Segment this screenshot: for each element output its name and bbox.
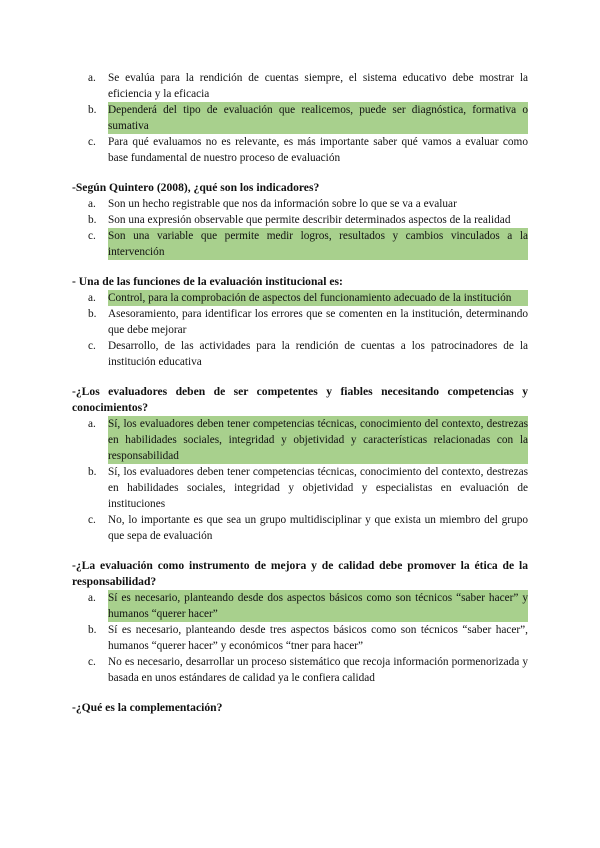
answer-option-correct (72, 416, 528, 464)
answer-option-correct (72, 590, 528, 622)
option-text: Desarrollo, de las actividades para la rendición de cuentas a los patrocinadores de la institución educativa (108, 340, 528, 368)
answer-list (72, 196, 528, 260)
option-letter: a. (88, 592, 96, 604)
question-block (72, 384, 528, 544)
question-block (72, 274, 528, 370)
option-text: No, lo importante es que sea un grupo multidisciplinar y que exista un miembro del grupo que sepa de evaluación (108, 514, 528, 542)
option-letter: c. (88, 136, 96, 148)
option-letter: a. (88, 292, 96, 304)
option-text: Se evalúa para la rendición de cuentas siempre, el sistema educativo debe mostrar la eficiencia y la eficacia (108, 72, 528, 100)
option-letter: b. (88, 104, 97, 116)
option-letter: a. (88, 72, 96, 84)
question-text: -Según Quintero (2008), ¿qué son los indicadores? (72, 181, 320, 194)
option-text: Son una variable que permite medir logros, resultados y cambios vinculados a la intervención (108, 230, 528, 258)
answer-list (72, 290, 528, 370)
answer-option (72, 338, 528, 370)
option-text: Sí es necesario, planteando desde dos aspectos básicos como son técnicos “saber hacer” y humanos “querer hacer” (108, 592, 528, 620)
question-block (72, 70, 528, 166)
question-block (72, 180, 528, 260)
option-text: Son una expresión observable que permite describir determinados aspectos de la realidad (108, 214, 511, 226)
answer-list (72, 70, 528, 166)
option-letter: b. (88, 214, 97, 226)
answer-option (72, 306, 528, 338)
answer-option (72, 212, 528, 228)
option-text: Sí es necesario, planteando desde tres aspectos básicos como son técnicos “saber hacer”, humanos “querer hacer” y económicos “tner para hacer” (108, 624, 528, 652)
option-text: Para qué evaluamos no es relevante, es más importante saber qué vamos a evaluar como base fundamental de nuestro proceso de evaluación (108, 136, 528, 164)
answer-option-correct (72, 228, 528, 260)
option-letter: c. (88, 514, 96, 526)
question-text: -¿Qué es la complementación? (72, 701, 223, 714)
answer-list (72, 416, 528, 544)
answer-option (72, 134, 528, 166)
question-block (72, 700, 528, 716)
answer-option (72, 654, 528, 686)
question-block (72, 558, 528, 686)
option-text: Asesoramiento, para identificar los errores que se comenten en la institución, determinando que debe mejorar (108, 308, 528, 336)
option-text: Sí, los evaluadores deben tener competencias técnicas, conocimiento del contexto, destrezas en habilidades sociales, integridad y objetividad y especialistas en evaluación de instituciones (108, 466, 528, 510)
option-letter: a. (88, 198, 96, 210)
answer-option-correct (72, 102, 528, 134)
answer-option (72, 70, 528, 102)
answer-option (72, 622, 528, 654)
answer-option-correct (72, 290, 528, 306)
option-text: No es necesario, desarrollar un proceso sistemático que recoja información pormenorizada y basada en unos estándares de calidad ya le confiera calidad (108, 656, 528, 684)
option-letter: c. (88, 656, 96, 668)
question-text: -¿La evaluación como instrumento de mejora y de calidad debe promover la ética de la responsabilidad? (72, 559, 528, 588)
option-text: Dependerá del tipo de evaluación que realicemos, puede ser diagnóstica, formativa o sumativa (108, 104, 528, 132)
answer-option (72, 512, 528, 544)
option-text: Sí, los evaluadores deben tener competencias técnicas, conocimiento del contexto, destrezas en habilidades sociales, integridad y objetividad y características relacionadas con la responsabilidad (108, 418, 528, 462)
option-letter: c. (88, 230, 96, 242)
option-letter: c. (88, 340, 96, 352)
option-letter: b. (88, 624, 97, 636)
answer-option (72, 464, 528, 512)
option-letter: a. (88, 418, 96, 430)
question-text: -¿Los evaluadores deben de ser competentes y fiables necesitando competencias y conocimientos? (72, 385, 528, 414)
quiz-content (72, 70, 528, 730)
option-letter: b. (88, 308, 97, 320)
option-letter: b. (88, 466, 97, 478)
option-text: Control, para la comprobación de aspectos del funcionamiento adecuado de la institución (108, 290, 528, 306)
question-text: - Una de las funciones de la evaluación institucional es: (72, 275, 343, 288)
option-text: Son un hecho registrable que nos da información sobre lo que se va a evaluar (108, 198, 457, 210)
answer-option (72, 196, 528, 212)
answer-list (72, 590, 528, 686)
